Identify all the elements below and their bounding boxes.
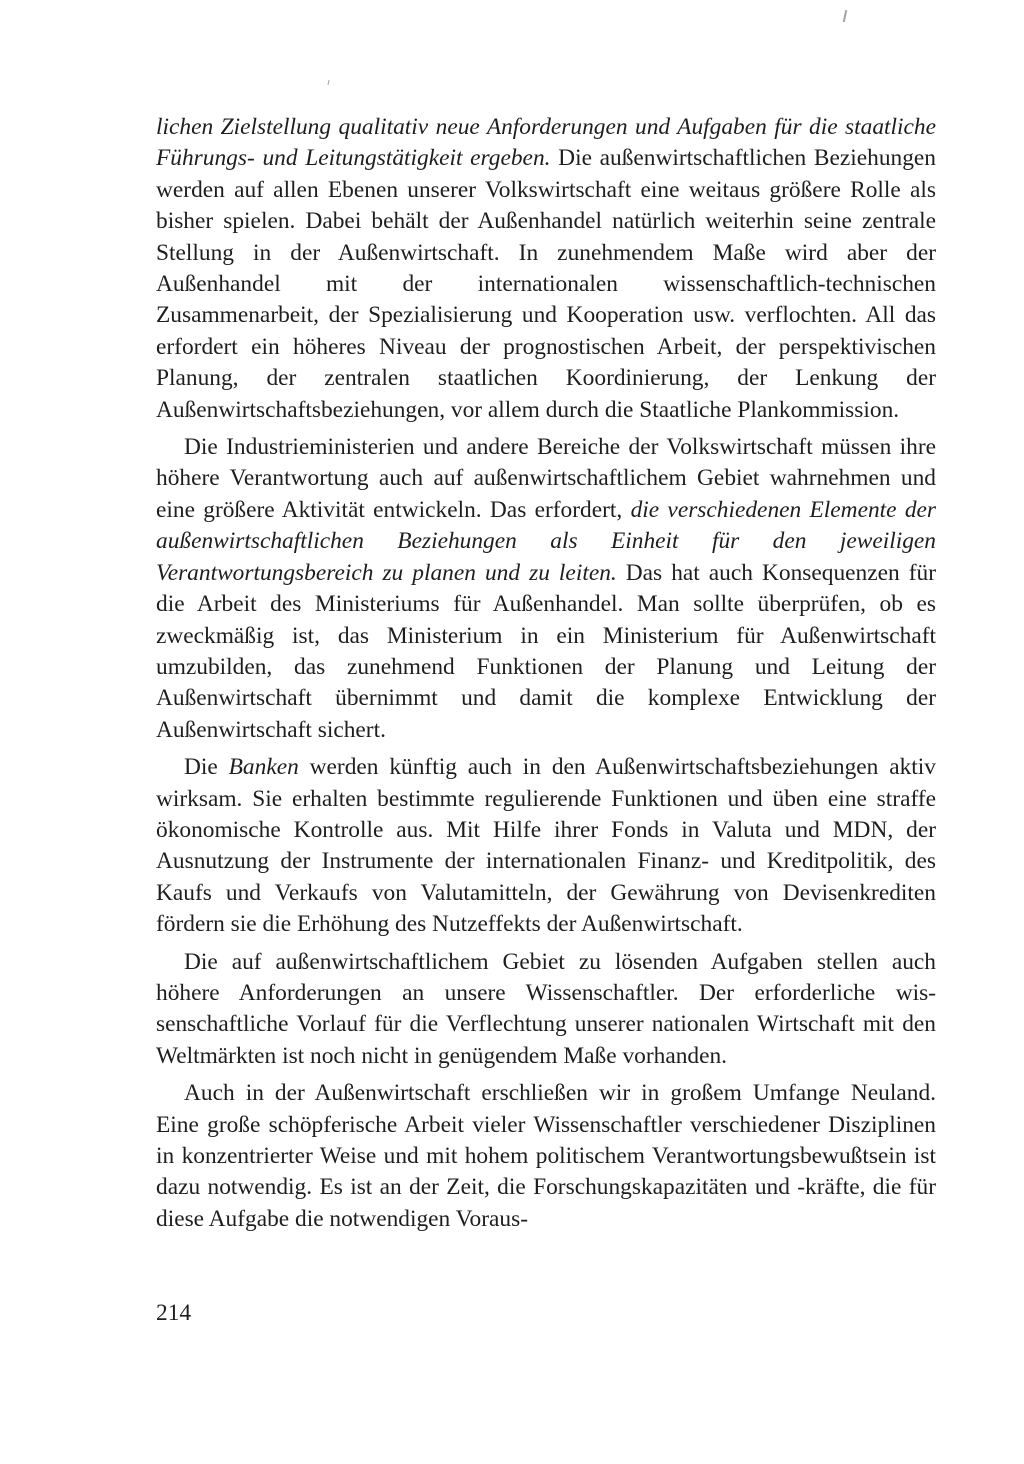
paragraph-3-italic-2: Banken bbox=[228, 754, 299, 781]
paragraph-2-text-1: Die Industrieministerien und andere Bereiche der Volkswirtschaft müssen ihre höhere Verantwortung auch auf außenwirtschaftlichem Gebiet wahrnehmen und eine größere Aktivität entwickeln. Das erfordert, bbox=[156, 434, 936, 523]
paragraph-2-text-3: Das hat auch Konsequenzen für die Arbeit des Ministeriums für Außenhandel. Man sollte überprüfen, ob es zweckmäßig ist, das Ministerium in ein Ministerium für Außenwirtschaft umzubilden, das zunehmend Funktionen der Planung und Leitung der Außenwirtschaft übernimmt und damit die komplexe Entwicklung der Außenwirtschaft sichert. bbox=[156, 559, 936, 743]
paragraph-2-italic-2: die verschiedenen Elemente der außenwirtschaftlichen Beziehungen als Einheit für den jeweiligen Verantwortungsbereich zu planen und zu leiten. bbox=[156, 496, 937, 586]
paragraph-1-text-2: Die außenwirtschaftlichen Beziehungen werden auf allen Ebenen unserer Volkswirtschaft eine weitaus größere Rolle als bisher spielen. Dabei behält der Außenhandel natürlich weiterhin seine zentrale Stellung in der Außenwirtschaft. In zunehmendem Maße wird aber der Außenhandel mit der internationalen wissenschaftlich-technischen Zusammenarbeit, der Spezialisierung und Kooperation usw. verflochten. All das erfordert ein höheres Niveau der prognostischen Arbeit, der perspektivischen Planung, der zentralen staatlichen Koordinierung, der Lenkung der Außenwirtschaftsbeziehungen, vor allem durch die Staatliche Plankommission. bbox=[156, 145, 936, 423]
body-text bbox=[156, 112, 936, 1235]
paragraph-5-text-1: Auch in der Außenwirtschaft erschließen wir in großem Umfange Neuland. Eine große schöpferische Arbeit vieler Wissenschaftler verschiedener Disziplinen in konzentrierter Weise und mit hohem politischem Verantwortungsbewußtsein ist dazu notwendig. Es ist an der Zeit, die Forschungskapazitäten und -kräfte, die für diese Aufgabe die notwendigen Voraus- bbox=[156, 1080, 936, 1232]
paragraph-3-text-1: Die bbox=[184, 754, 229, 781]
paragraph-2 bbox=[156, 432, 936, 746]
paragraph-3-text-3: werden künftig auch in den Außenwirtschaftsbeziehungen aktiv wirksam. Sie erhalten bestimmte regulierende Funktionen und üben eine straffe ökonomische Kontrolle aus. Mit Hilfe ihrer Fonds in Valuta und MDN, der Ausnutzung der Instrumente der internationalen Finanz- und Kreditpolitik, des Kaufs und Verkaufs von Valutamitteln, der Gewährung von Devisenkrediten fördern sie die Erhöhung des Nutzeffekts der Außenwirtschaft. bbox=[156, 754, 936, 938]
paragraph-4 bbox=[156, 947, 936, 1073]
scan-speck bbox=[327, 80, 329, 85]
paragraph-1-italic-1: lichen Zielstellung qualitativ neue Anforderungen und Aufgaben für die staatliche Führungs- und Leitungstätigkeit ergeben. bbox=[156, 114, 936, 172]
scan-speck bbox=[843, 10, 847, 22]
paragraph-1 bbox=[156, 112, 936, 426]
paragraph-5 bbox=[156, 1078, 936, 1235]
page-number: 214 bbox=[156, 1300, 192, 1326]
paragraph-4-text-1: Die auf außenwirtschaftlichem Gebiet zu lösenden Aufgaben stellen auch höhere Anforderungen an unsere Wissenschaftler. Der erforderliche wissenschaftliche Vorlauf für die Verflechtung unserer nationalen Wirtschaft mit den Weltmärkten ist noch nicht in genügendem Maße vorhanden. bbox=[156, 948, 936, 1069]
paragraph-3 bbox=[156, 752, 936, 940]
